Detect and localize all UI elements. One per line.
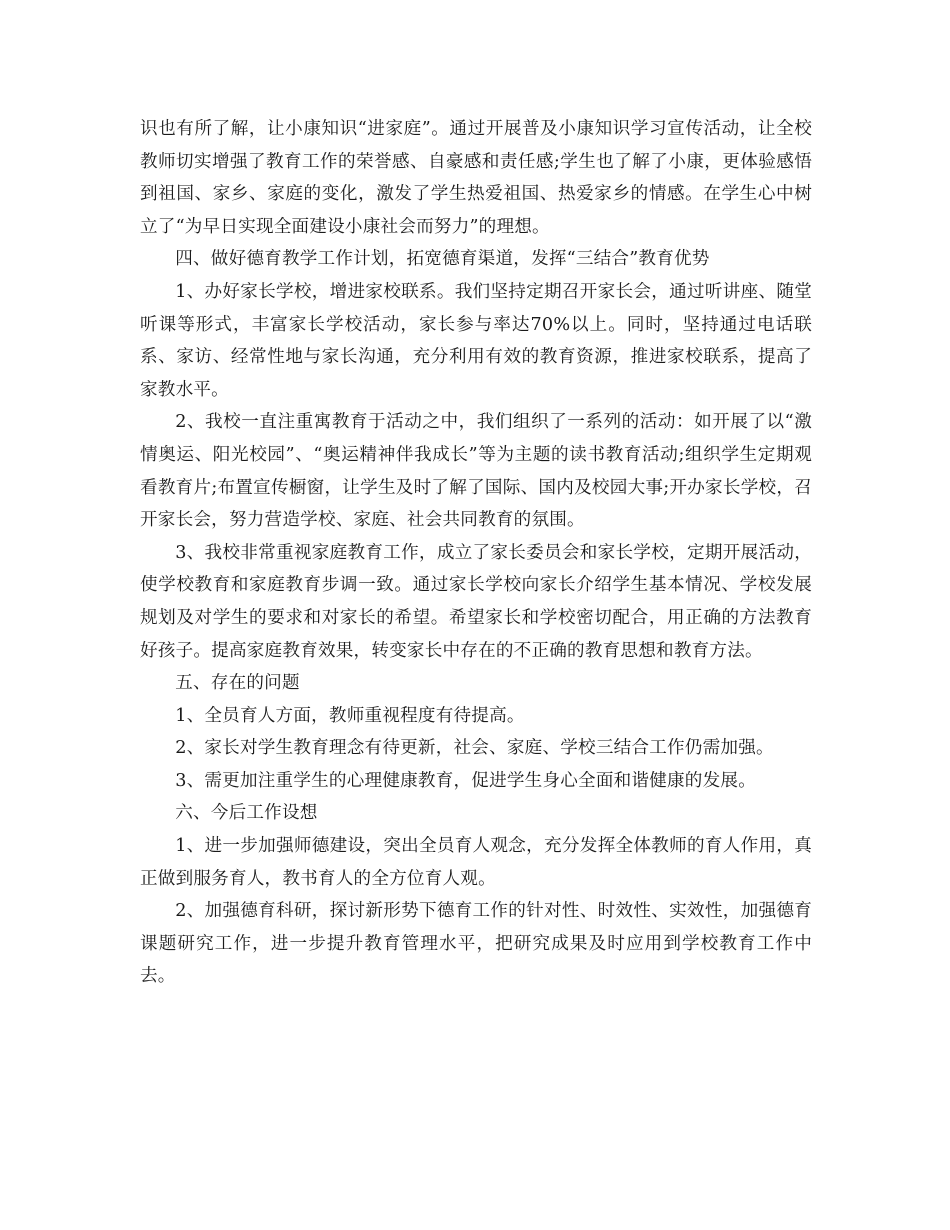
paragraph-continuation: 识也有所了解，让小康知识“进家庭”。通过开展普及小康知识学习宣传活动，让全校教师切实增强了教育工作的荣誉感、自豪感和责任感;学生也了解了小康，更体验感悟到祖国、家乡、家庭的变化，激发了学生热爱祖国、热爱家乡的情感。在学生心中树立了“为早日实现全面建设小康社会而努力”的理想。 <box>140 119 812 237</box>
document-body <box>140 113 812 993</box>
paragraph-6-2: 2、加强德育科研，探讨新形势下德育工作的针对性、时效性、实效性，加强德育课题研究工作，进一步提升教育管理水平，把研究成果及时应用到学校教育工作中去。 <box>140 901 812 987</box>
section-heading-4: 四、做好德育教学工作计划，拓宽德育渠道，发挥“三结合”教育优势 <box>175 249 710 270</box>
section-heading-5: 五、存在的问题 <box>175 673 300 694</box>
paragraph-6-1: 1、进一步加强师德建设，突出全员育人观念，充分发挥全体教师的育人作用，真正做到服务育人，教书育人的全方位育人观。 <box>140 836 812 889</box>
paragraph-4-2: 2、我校一直注重寓教育于活动之中，我们组织了一系列的活动：如开展了以“激情奥运、阳光校园”、“奥运精神伴我成长”等为主题的读书教育活动;组织学生定期观看教育片;布置宣传橱窗，让学生及时了解了国际、国内及校园大事;开办家长学校，召开家长会，努力营造学校、家庭、社会共同教育的氛围。 <box>140 412 812 531</box>
paragraph-5-1: 1、全员育人方面，教师重视程度有待提高。 <box>175 705 525 726</box>
paragraph-5-3: 3、需更加注重学生的心理健康教育，促进学生身心全面和谐健康的发展。 <box>175 770 756 791</box>
paragraph-4-3: 3、我校非常重视家庭教育工作，成立了家长委员会和家长学校，定期开展活动，使学校教育和家庭教育步调一致。通过家长学校向家长介绍学生基本情况、学校发展规划及对学生的要求和对家长的希望。希望家长和学校密切配合，用正确的方法教育好孩子。提高家庭教育效果，转变家长中存在的不正确的教育思想和教育方法。 <box>140 542 812 661</box>
paragraph-4-1: 1、办好家长学校，增进家校联系。我们坚持定期召开家长会，通过听讲座、随堂听课等形式，丰富家长学校活动，家长参与率达70%以上。同时，坚持通过电话联系、家访、经常性地与家长沟通，充分利用有效的教育资源，推进家校联系，提高了家教水平。 <box>140 281 812 400</box>
paragraph-5-2: 2、家长对学生教育理念有待更新，社会、家庭、学校三结合工作仍需加强。 <box>175 738 774 759</box>
section-heading-6: 六、今后工作设想 <box>175 803 318 824</box>
